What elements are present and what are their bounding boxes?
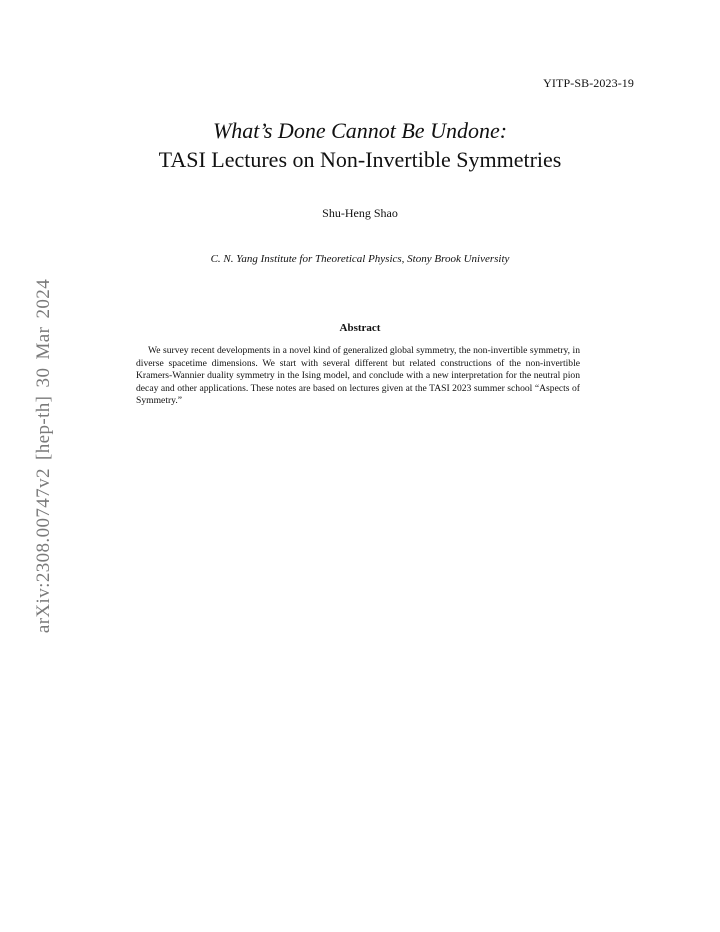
title-line-italic: What’s Done Cannot Be Undone: [212, 118, 508, 143]
paper-title [110, 117, 610, 175]
author-affiliation: C. N. Yang Institute for Theoretical Physics, Stony Brook University [210, 253, 510, 265]
report-number: YITP-SB-2023-19 [543, 76, 634, 90]
abstract-body: We survey recent developments in a novel kind of generalized global symmetry, the non-invertible symmetry, in diverse spacetime dimensions. We start with several different but related constructions of the non-invertible Kramers-Wannier duality symmetry in the Ising model, and conclude with a new interpretation for the neutral pion decay and other applications. These notes are based on lectures given at the TASI 2023 summer school “Aspects of Symmetry.” [136, 345, 580, 407]
arxiv-identifier-stamp[interactable]: arXiv:2308.00747v2 [hep-th] 30 Mar 2024 [33, 278, 54, 634]
title-line-main: TASI Lectures on Non-Invertible Symmetries [158, 147, 562, 172]
abstract-heading: Abstract [339, 322, 381, 334]
author-name: Shu-Heng Shao [322, 206, 398, 220]
